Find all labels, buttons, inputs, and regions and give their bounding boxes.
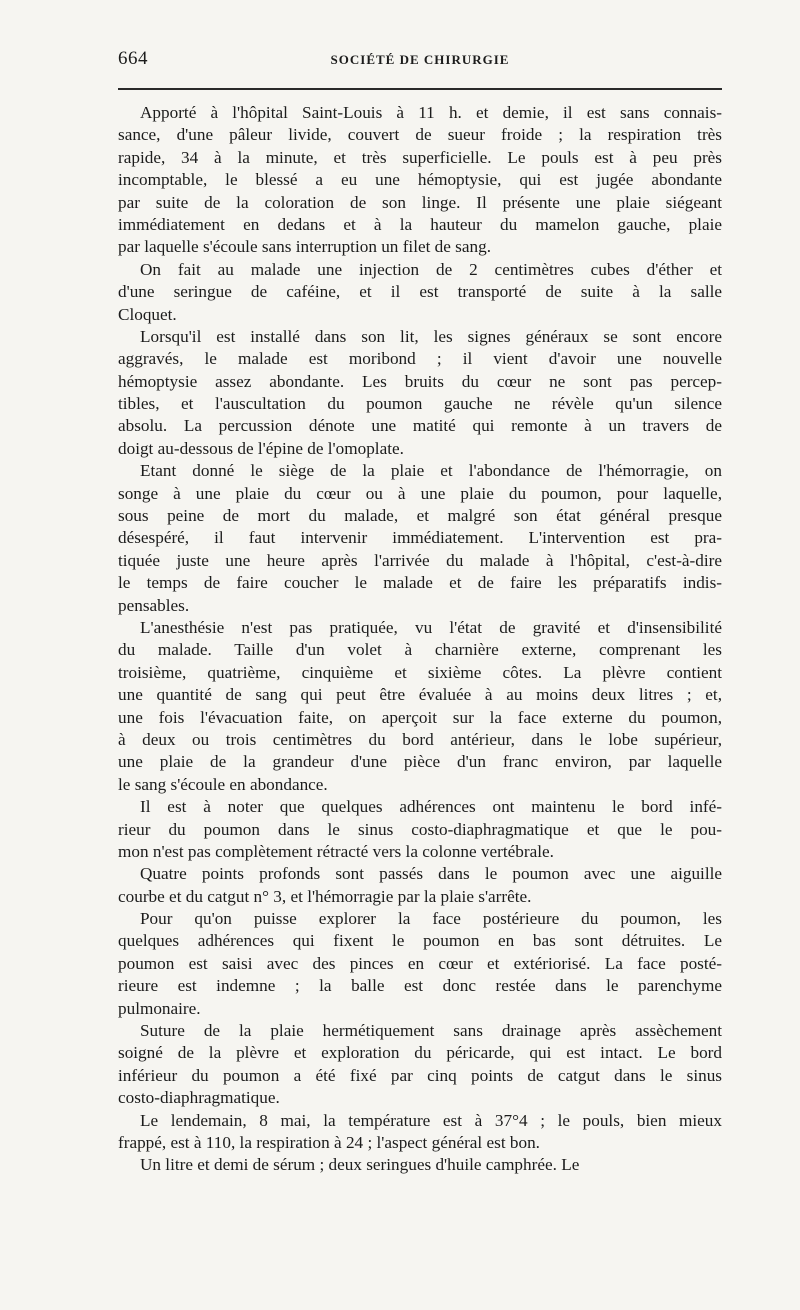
text-line: par suite de la coloration de son linge. Il présente une plaie siégeant bbox=[118, 192, 722, 212]
text-line: Quatre points profonds sont passés dans le poumon avec une aiguille bbox=[140, 864, 722, 884]
text-line: Apporté à l'hôpital Saint-Louis à 11 h. et demie, il est sans connais- bbox=[140, 103, 722, 122]
text-line: Cloquet. bbox=[118, 304, 177, 324]
text-line: hémoptysie assez abondante. Les bruits du cœur ne sont pas percep- bbox=[118, 371, 722, 391]
paragraph bbox=[118, 1154, 722, 1176]
text-line: du malade. Taille d'un volet à charnière externe, comprenant les bbox=[118, 640, 722, 660]
text-line: le temps de faire coucher le malade et de faire les préparatifs indis- bbox=[118, 573, 722, 593]
text-line: rieur du poumon dans le sinus costo-diaphragmatique et que le pou- bbox=[118, 819, 722, 839]
paragraph bbox=[118, 460, 722, 617]
text-line: Etant donné le siège de la plaie et l'abondance de l'hémorragie, on bbox=[140, 461, 722, 481]
paragraph bbox=[118, 102, 722, 259]
text-line: une plaie de la grandeur d'une pièce d'un franc environ, par laquelle bbox=[118, 752, 722, 772]
text-line: une fois l'évacuation faite, on aperçoit sur la face externe du poumon, bbox=[118, 707, 722, 727]
body-text bbox=[118, 102, 722, 1177]
text-line: soigné de la plèvre et exploration du péricarde, qui est intact. Le bord bbox=[118, 1043, 722, 1063]
text-line: doigt au-dessous de l'épine de l'omoplate. bbox=[118, 438, 404, 458]
text-line: On fait au malade une injection de 2 centimètres cubes d'éther et bbox=[140, 259, 722, 279]
header-rule bbox=[118, 88, 722, 90]
text-line: quelques adhérences qui fixent le poumon en bas sont détruites. Le bbox=[118, 931, 722, 951]
text-line: inférieur du poumon a été fixé par cinq points de catgut dans le sinus bbox=[118, 1065, 722, 1085]
text-line: costo-diaphragmatique. bbox=[118, 1088, 280, 1108]
text-line: courbe et du catgut n° 3, et l'hémorragie par la plaie s'arrête. bbox=[118, 886, 532, 906]
running-title: SOCIÉTÉ DE CHIRURGIE bbox=[330, 52, 510, 67]
text-line: d'une seringue de caféine, et il est transporté de suite à la salle bbox=[118, 282, 722, 302]
text-line: sance, d'une pâleur livide, couvert de sueur froide ; la respiration très bbox=[118, 125, 722, 145]
text-line: Suture de la plaie hermétiquement sans drainage après assèchement bbox=[140, 1021, 722, 1041]
text-line: pensables. bbox=[118, 595, 190, 615]
text-line: une quantité de sang qui peut être évaluée à au moins deux litres ; et, bbox=[118, 685, 722, 705]
text-line: le sang s'écoule en abondance. bbox=[118, 774, 328, 794]
text-line: désespéré, il faut intervenir immédiatement. L'intervention est pra- bbox=[118, 528, 722, 548]
text-line: sous peine de mort du malade, et malgré son état général presque bbox=[118, 506, 722, 526]
text-line: Lorsqu'il est installé dans son lit, les signes généraux se sont encore bbox=[140, 326, 722, 346]
paragraph bbox=[118, 908, 722, 1020]
text-line: songe à une plaie du cœur ou à une plaie du poumon, pour laquelle, bbox=[118, 483, 722, 503]
text-line: Il est à noter que quelques adhérences ont maintenu le bord infé- bbox=[140, 797, 722, 817]
paragraph bbox=[118, 1110, 722, 1155]
text-line: troisième, quatrième, cinquième et sixième côtes. La plèvre contient bbox=[118, 662, 722, 682]
text-line: rieure est indemne ; la balle est donc restée dans le parenchyme bbox=[118, 976, 722, 996]
text-line: absolu. La percussion dénote une matité qui remonte à un travers de bbox=[118, 416, 722, 436]
text-line: immédiatement en dedans et à la hauteur du mamelon gauche, plaie bbox=[118, 214, 722, 234]
paragraph bbox=[118, 617, 722, 796]
text-line: poumon est saisi avec des pinces en cœur et extériorisé. La face posté- bbox=[118, 953, 722, 973]
page-number: 664 bbox=[118, 48, 148, 69]
text-line: aggravés, le malade est moribond ; il vient d'avoir une nouvelle bbox=[118, 349, 722, 369]
text-line: mon n'est pas complètement rétracté vers la colonne vertébrale. bbox=[118, 841, 554, 861]
text-line: à deux ou trois centimètres du bord antérieur, dans le lobe supérieur, bbox=[118, 729, 722, 749]
text-line: incomptable, le blessé a eu une hémoptysie, qui est jugée abondante bbox=[118, 170, 722, 190]
paragraph bbox=[118, 1020, 722, 1110]
page-header bbox=[118, 48, 722, 74]
paragraph bbox=[118, 326, 722, 460]
text-line: Un litre et demi de sérum ; deux seringues d'huile camphrée. Le bbox=[140, 1155, 580, 1175]
paragraph bbox=[118, 863, 722, 908]
text-line: tiquée juste une heure après l'arrivée du malade à l'hôpital, c'est-à-dire bbox=[118, 550, 722, 570]
text-line: tibles, et l'auscultation du poumon gauche ne révèle qu'un silence bbox=[118, 394, 722, 414]
text-line: pulmonaire. bbox=[118, 998, 201, 1018]
paragraph bbox=[118, 259, 722, 326]
text-line: Le lendemain, 8 mai, la température est à 37°4 ; le pouls, bien mieux bbox=[140, 1110, 722, 1130]
text-line: par laquelle s'écoule sans interruption un filet de sang. bbox=[118, 237, 491, 257]
paragraph bbox=[118, 796, 722, 863]
text-line: L'anesthésie n'est pas pratiquée, vu l'état de gravité et d'insensibilité bbox=[140, 617, 722, 637]
text-line: frappé, est à 110, la respiration à 24 ; l'aspect général est bon. bbox=[118, 1132, 540, 1152]
text-line: rapide, 34 à la minute, et très superficielle. Le pouls est à peu près bbox=[118, 147, 722, 167]
text-line: Pour qu'on puisse explorer la face postérieure du poumon, les bbox=[140, 909, 722, 929]
